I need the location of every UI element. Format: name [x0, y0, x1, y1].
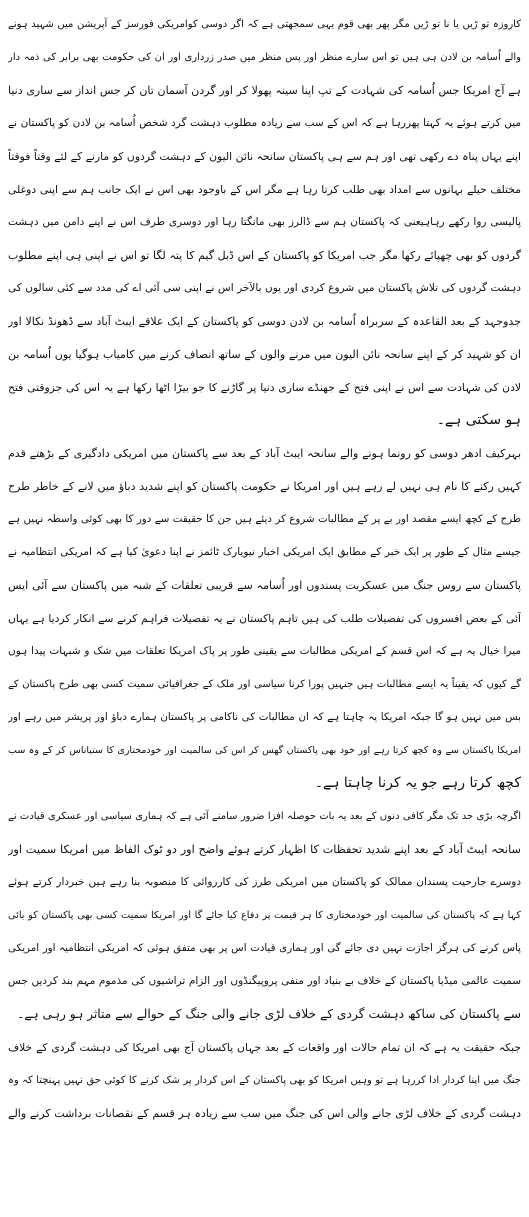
- text-line: بس میں نہیں ہو گا جبکہ امریکا یہ چاہتا ہے کہ ان مطالبات کی ناکامی پر پاکستان ہمارے دباؤ اور پریشر میں رہے اور: [8, 711, 521, 723]
- text-line: پاس کرنے کی ہرگز اجازت نہیں دی جائے گی اور ہماری قیادت اس پر بھی متفق ہوئی کہ امریکی انتظامیہ اور امریکی: [8, 942, 521, 954]
- text-line: دہشت گردوں کی تلاش پاکستان میں شروع کردی اور یوں بالآخر اس نے اپنی سی آئی اے کی مدد سے کئی سالوں کی: [8, 282, 521, 294]
- text-line: جیسے مثال کے طور پر ایک خبر کے مطابق ایک امریکی اخبار نیویارک ٹائمز نے اپنا دعویٰ کیا ہے کہ امریکی انتظامیہ نے: [8, 546, 521, 558]
- text-line: پاکستان سے روس جنگ میں عسکریت پسندوں اور اُسامہ سے قریبی تعلقات کے شبہ میں پاکستان سے آئی ایس: [8, 579, 521, 592]
- text-line: دوسرے جارحیت پسندان ممالک کو پاکستان میں امریکی طرز کی کارروائی کا منصوبہ بنا رہے ہیں خبردار کرتے ہوئے: [8, 876, 521, 888]
- paragraph-3: [8, 800, 521, 1031]
- text-line: مختلف حیلے بہانوں سے امداد بھی طلب کرتا رہا ہے مگر اس کے باوجود بھی اس نے ایک جانب ہم سے اپنی دوغلی: [8, 183, 521, 196]
- text-line: سانحہ ایبٹ آباد کے بعد اپنے شدید تحفظات کا اظہار کرتے ہوئے واضح اور دو ٹوک الفاظ میں امریکا سمیت اور: [8, 843, 521, 856]
- text-line: اگرچہ بڑی حد تک مگر کافی دنوں کے بعد یہ بات حوصلہ افزا ضرور سامنے آئی ہے کہ ہماری سیاسی اور عسکری قیادت نے: [8, 811, 521, 822]
- text-line: سمیت عالمی میڈیا پاکستان کے خلاف بے بنیاد اور منفی پروپیگنڈوں اور الزام تراشیوں کی مذموم مہم بند کردیں جس: [8, 975, 521, 987]
- text-line: بہرکیف ادھر دوسی کو رونما ہونے والے سانحہ ایبٹ آباد کے بعد سے پاکستان میں امریکی دادگیری کے بڑھتے قدم: [8, 447, 521, 460]
- text-line: میں کرتے ہوئے یہ کہتا پھررہا ہے کہ اس کے سب سے زیادہ مطلوب دہشت گرد شخص اُسامہ بن لادن کو پاکستان نے: [8, 117, 521, 129]
- text-line: کہیں رکنے کا نام ہی نہیں لے رہے ہیں اور امریکا نے حکومت پاکستان کو اپنے شدید دباؤ میں لانے کے خاطر طرح: [8, 480, 521, 493]
- text-line: کہا ہے کہ پاکستان کی سالمیت اور خودمختاری کا ہر قیمت پر دفاع کیا جائے گا اور امریکا سمیت کسی بھی پاکستان کو بائی: [8, 910, 521, 921]
- paragraph-2: [8, 437, 521, 800]
- text-line: کاروزہ تو ڑیں یا نا تو ڑیں مگر پھر بھی قوم یہی سمجھتی ہے کہ اگر دوسی کوامریکی فورسز کے آپریشن میں شہید ہونے: [8, 19, 521, 30]
- text-line: ہے آج امریکا جس اُسامہ کی شہادت کے تپ اپنا سینہ پھولا کر اور گردن آسمان تان کر جس انداز سے ساری دنیا: [8, 84, 521, 97]
- text-line: دہشت گردی کے خلاف لڑی جانے والی اس کی جنگ میں سب سے زیادہ ہر قسم کے نقصانات برداشت کرنے والے: [8, 1107, 521, 1120]
- text-line: میرا خیال یہ ہے کہ اس قسم کے امریکی مطالبات سے یقینی طور پر پاک امریکا تعلقات میں شک و شبہات پیدا ہوں: [8, 645, 521, 657]
- text-line: جدوجہد کے بعد القاعدہ کے سربراہ اُسامہ بن لادن دوسی کو پاکستان کے ایک علاقے ایبٹ آباد سے ڈھونڈ نکالا اور: [8, 315, 521, 328]
- text-line: آئی کے بعض افسروں کی تفصیلات طلب کی ہیں تاہم پاکستان نے یہ تفصیلات فراہم کرنے سے انکار کردیا ہے یہاں: [8, 612, 521, 625]
- text-line: طرح کے کچھ ایسے مقصد اور بے پر کے مطالبات شروع کر دیئے ہیں جن کا حقیقت سے دور کا بھی کوئی واسطہ نہیں ہے: [8, 513, 521, 525]
- text-line: اپنے یہاں پناہ دے رکھی تھی اور ہم سے ہی پاکستان سانحہ نائن الیون کے دہشت گردوں کو مارنے کے لئے وقتاً فوقتاً: [8, 150, 521, 163]
- text-line: گردوں کو بھی چھپائے رکھا مگر جب امریکا کو پاکستان کے اس ڈبل گیم کا پتہ لگا تو اس نے اپنی ہی اپنے مطلوب: [8, 249, 521, 262]
- text-line: جبکہ حقیقت یہ ہے کہ ان تمام حالات اور واقعات کے بعد جہاں پاکستان آج بھی امریکا کی دہشت گردی کے خلاف: [8, 1041, 521, 1054]
- text-line: امریکا پاکستان سے وہ کچھ کرتا رہے اور خود بھی پاکستان گھس کر اس کی سالمیت اور خودمختاری کا ستیاناس کر کے وہ سب: [8, 745, 521, 756]
- paragraph-1: [8, 8, 521, 437]
- text-line: ہو سکتی ہے۔: [436, 412, 521, 428]
- text-line: پالیسی روا رکھے رہاہیعنی کہ پاکستان ہم سے ڈالرز بھی مانگتا رہا اور دوسری طرف اس نے اپنے دامن میں دہشت: [8, 216, 521, 228]
- text-line: جنگ میں اپنا کردار ادا کررہا ہے تو وہیں امریکا کو بھی پاکستان کے اس کردار پر شک کرنے کا کوئی حق نہیں پہنچتا کہ وہ: [8, 1075, 521, 1086]
- text-line: والے اُسامہ بن لادن ہی ہیں تو اس سارے منظر اور پس منظر میں صدر زرداری اور ان کی حکومت بھی برابر کی ذمہ دار: [8, 52, 521, 63]
- text-line: کچھ کرتا رہے جو یہ کرنا چاہتا ہے۔: [314, 775, 521, 791]
- text-line: گے کیوں کہ یقیناً یہ ایسے مطالبات ہیں جنہیں پورا کرنا سیاسی اور ملک کے جغرافیائی سمیت کسی بھی طرح پاکستان کے: [8, 679, 521, 690]
- text-line: ان کو شہید کر کے اپنے سانحہ نائن الیون میں مرنے والوں کے ساتھ انصاف کرنے میں کامیاب ہوگیا یوں اُسامہ بن: [8, 348, 521, 361]
- text-line: سے پاکستان کی ساکھ دہشت گردی کے خلاف لڑی جانے والی جنگ کے حوالے سے متاثر ہو رہی ہے۔: [17, 1007, 521, 1021]
- text-line: لادن کی شہادت سے اس نے اپنی فتح کے جھنڈے ساری دنیا پر گاڑنے کا جو بیڑا اٹھا رکھا ہے یہ اس کی جزوقتی فتح: [8, 381, 521, 394]
- paragraph-4: [8, 1031, 521, 1130]
